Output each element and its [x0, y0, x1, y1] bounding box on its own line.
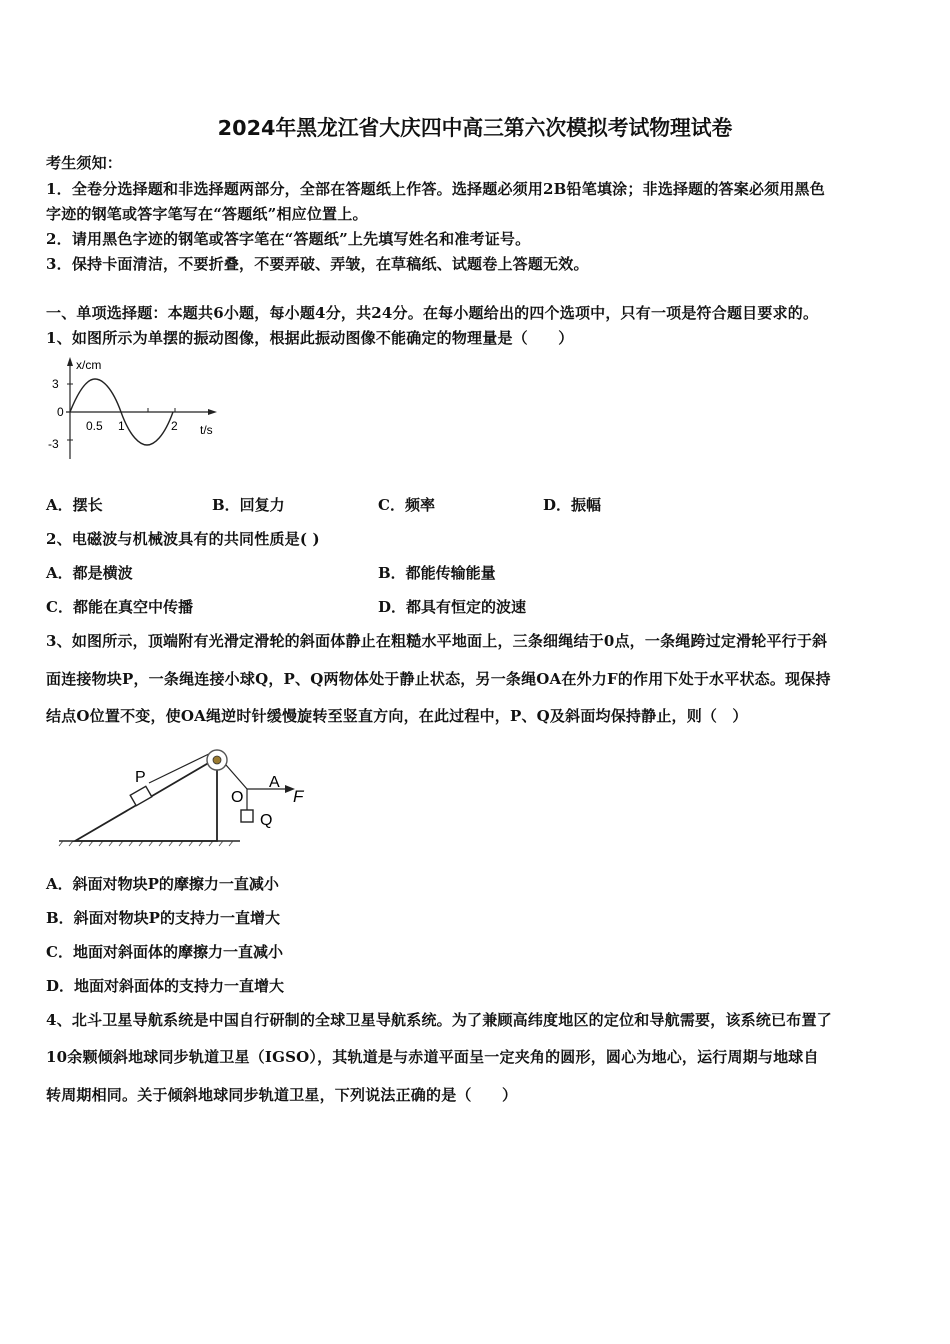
- label-p: P: [135, 769, 146, 786]
- label-a: A: [269, 774, 280, 791]
- x-tick-label-05: 0.5: [86, 419, 103, 433]
- x-tick-label-2: 2: [171, 419, 178, 433]
- notice-line-4: 3．保持卡面清洁，不要折叠，不要弄破、弄皱，在草稿纸、试题卷上答题无效。: [46, 255, 589, 273]
- notice-line-3: 2．请用黑色字迹的钢笔或答字笔在“答题纸”上先填写姓名和准考证号。: [46, 230, 531, 248]
- label-q: Q: [260, 812, 273, 829]
- q2-option-d[interactable]: D．都具有恒定的波速: [378, 598, 527, 616]
- block-p: [130, 786, 152, 805]
- vibration-graph: [40, 354, 230, 464]
- q2-option-a[interactable]: A．都是横波: [46, 564, 133, 582]
- rope-to-knot: [226, 765, 247, 789]
- q1-option-b[interactable]: B．回复力: [212, 496, 285, 514]
- q1-option-a[interactable]: A．摆长: [46, 496, 103, 514]
- q3-stem-line-1: 3、如图所示，顶端附有光滑定滑轮的斜面体静止在粗糙水平地面上，三条细绳结于0点，一条绳跨过定滑轮平行于斜: [46, 632, 828, 650]
- q4-stem-line-3: 转周期相同。关于倾斜地球同步轨道卫星，下列说法正确的是（ ）: [46, 1086, 518, 1104]
- incline-figure: [55, 742, 325, 850]
- q3-option-d[interactable]: D．地面对斜面体的支持力一直增大: [46, 977, 285, 995]
- label-f: F: [293, 787, 304, 806]
- label-o: O: [231, 789, 244, 806]
- y-value-bottom: -3: [48, 437, 59, 451]
- x-axis-label: t/s: [200, 423, 213, 437]
- y-value-top: 3: [52, 377, 59, 391]
- section-heading: 一、单项选择题：本题共6小题，每小题4分，共24分。在每小题给出的四个选项中，只有一项是符合题目要求的。: [46, 304, 819, 322]
- q3-stem-line-3: 结点O位置不变，使OA绳逆时针缓慢旋转至竖直方向，在此过程中，P、Q及斜面均保持静止，则（ ）: [46, 707, 748, 725]
- q2-option-c[interactable]: C．都能在真空中传播: [46, 598, 193, 616]
- q1-stem: 1、如图所示为单摆的振动图像，根据此振动图像不能确定的物理量是（ ）: [46, 329, 574, 347]
- y-axis-label: x/cm: [76, 358, 102, 372]
- notice-line-1: 1．全卷分选择题和非选择题两部分，全部在答题纸上作答。选择题必须用2B铅笔填涂；非选择题的答案必须用黑色: [46, 180, 825, 198]
- q4-stem-line-1: 4、北斗卫星导航系统是中国自行研制的全球卫星导航系统。为了兼顾高纬度地区的定位和导航需要，该系统已布置了: [46, 1011, 832, 1029]
- q3-option-c[interactable]: C．地面对斜面体的摩擦力一直减小: [46, 943, 283, 961]
- exam-title: 2024年黑龙江省大庆四中高三第六次模拟考试物理试卷: [217, 116, 733, 140]
- q3-stem-line-2: 面连接物块P，一条绳连接小球Q，P、Q两物体处于静止状态，另一条绳OA在外力F的作用下处于水平状态。现保持: [46, 670, 831, 688]
- pulley-axle: [213, 756, 221, 764]
- x-tick-label-1: 1: [118, 419, 125, 433]
- q3-option-b[interactable]: B．斜面对物块P的支持力一直增大: [46, 909, 280, 927]
- q1-option-d[interactable]: D．振幅: [543, 496, 602, 514]
- q4-stem-line-2: 10余颗倾斜地球同步轨道卫星（IGSO），其轨道是与赤道平面呈一定夹角的圆形，圆心为地心，运行周期与地球自: [46, 1048, 819, 1066]
- y-value-zero: 0: [57, 405, 64, 419]
- notice-line-2: 字迹的钢笔或答字笔写在“答题纸”相应位置上。: [46, 205, 368, 223]
- y-axis-arrow: [67, 357, 73, 366]
- ball-q: [241, 810, 253, 822]
- x-axis-arrow: [208, 409, 217, 415]
- q3-option-a[interactable]: A．斜面对物块P的摩擦力一直减小: [46, 875, 279, 893]
- notice-heading: 考生须知：: [46, 154, 123, 172]
- q2-option-b[interactable]: B．都能传输能量: [378, 564, 496, 582]
- q2-stem: 2、电磁波与机械波具有的共同性质是( ): [46, 530, 320, 548]
- q1-option-c[interactable]: C．频率: [378, 496, 435, 514]
